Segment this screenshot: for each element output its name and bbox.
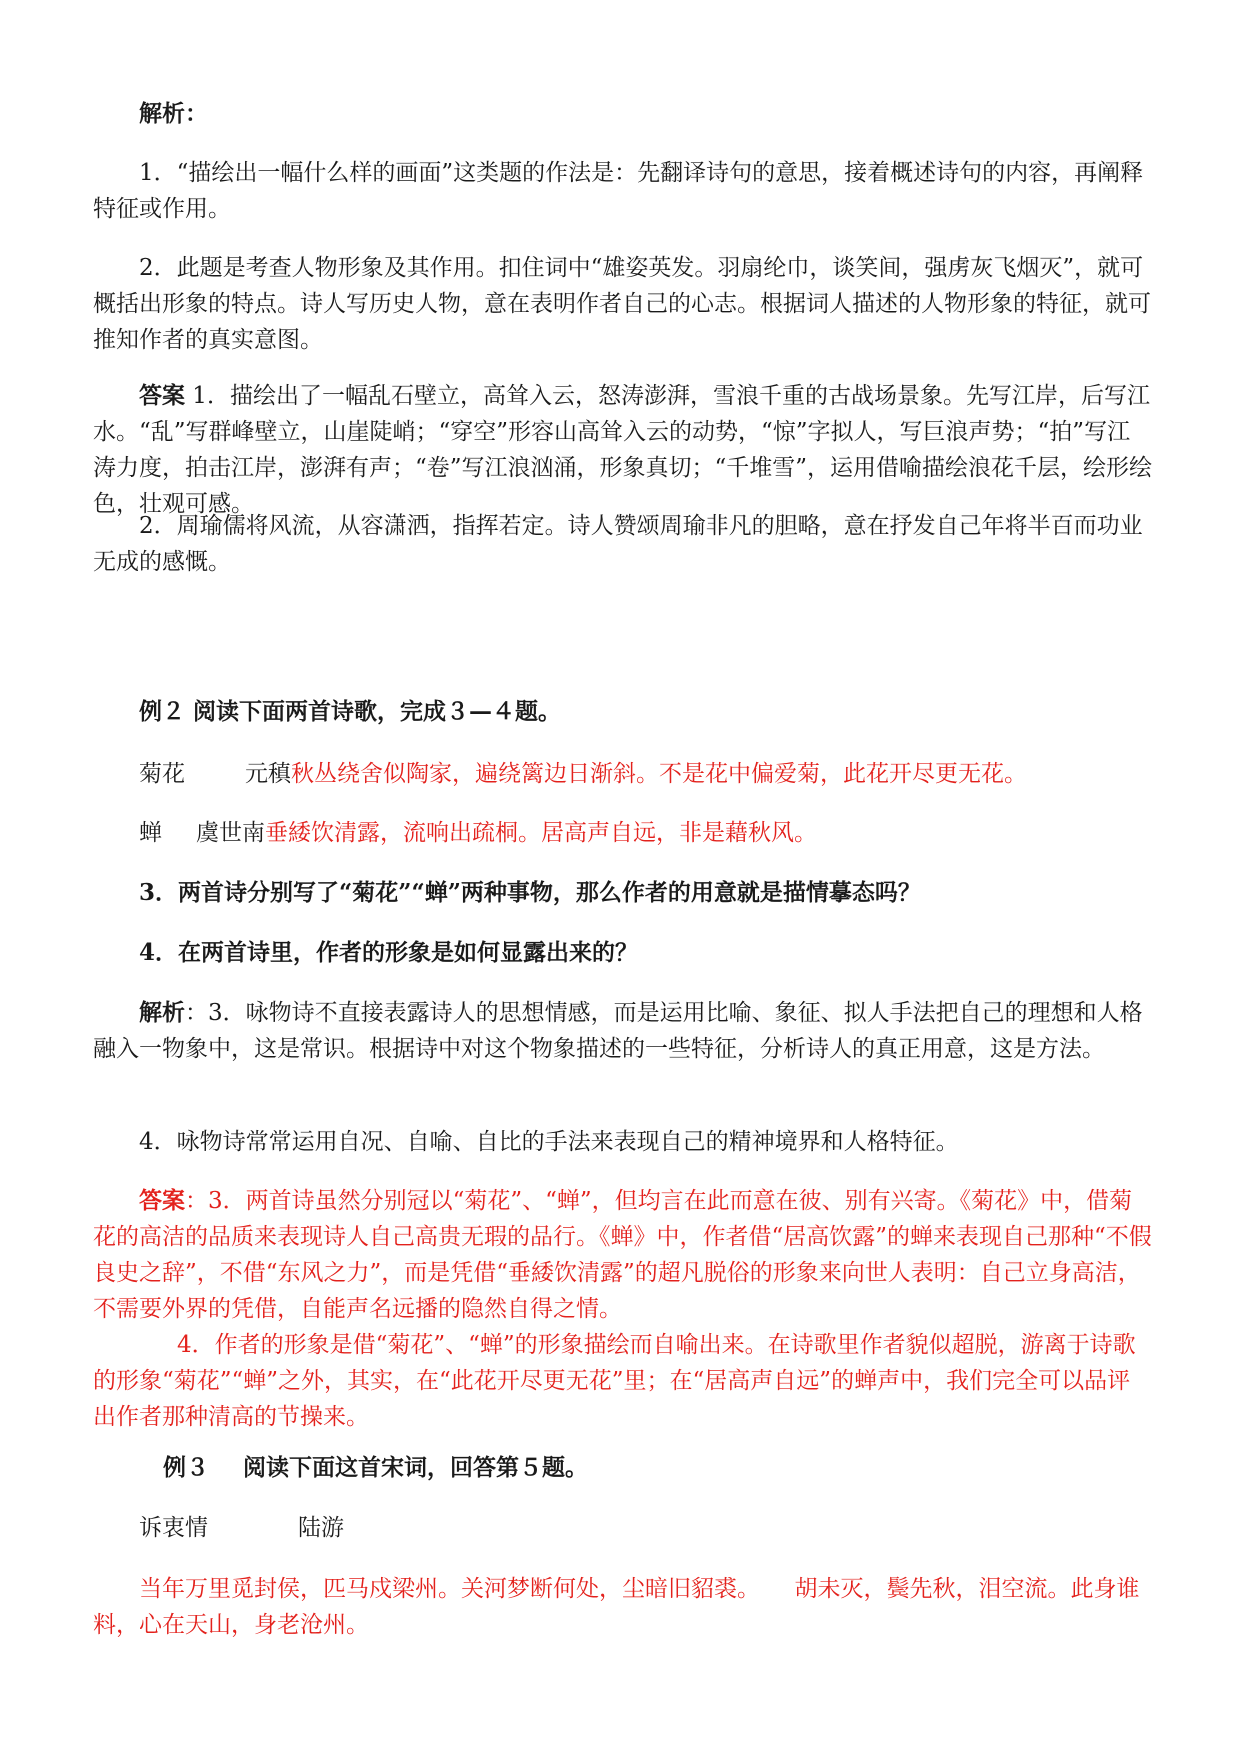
poem-chan-line (93, 815, 1153, 851)
answer-label-2: 答案 (139, 1187, 185, 1214)
jiexi-label-1: 解析： (139, 100, 208, 127)
answer-label-1: 答案 (139, 382, 185, 409)
example-2-heading: 例２ 阅读下面两首诗歌，完成３—４题。 (139, 698, 562, 725)
answer-4-text: 4．作者的形象是借“菊花”、“蝉”的形象描绘而自喻出来。在诗歌里作者貌似超脱，游离于诗歌的形象“菊花”“蝉”之外，其实，在“此花开尽更无花”里；在“居高声自远”的蝉声中，我们完全可以品评出作者那种清高的节操来。 (93, 1332, 1136, 1430)
answer-item-1: 1．描绘出了一幅乱石壁立，高耸入云，怒涛澎湃，雪浪千重的古战场景象。先写江岸，后写江水。“乱”写群峰壁立，山崖陡峭；“穿空”形容山高耸入云的动势，“惊”字拟人，写巨浪声势；“拍”写江涛力度，拍击江岸，澎湃有声；“卷”写江浪汹涌，形象真切；“千堆雪”，运用借喻描绘浪花千层，绘形绘色，壮观可感。 (93, 383, 1153, 517)
poem-chan-author: 虞世南 (196, 820, 265, 846)
poem-juhua-author: 元稹 (245, 761, 291, 787)
jiexi-item-2: 2．此题是考查人物形象及其作用。扣住词中“雄姿英发。羽扇纶巾，谈笑间，强虏灰飞烟灭”，就可概括出形象的特点。诗人写历史人物，意在表明作者自己的心志。根据词人描述的人物形象的特征，就可推知作者的真实意图。 (93, 255, 1151, 353)
question-3: 3．两首诗分别写了“菊花”“蝉”两种事物，那么作者的用意就是描情摹态吗？ (139, 879, 921, 906)
poem-chan-title: 蝉 (139, 820, 162, 846)
poem-juhua-text: 秋丛绕舍似陶家，遍绕篱边日渐斜。不是花中偏爱菊，此花开尽更无花。 (291, 761, 1027, 787)
question-4: 4．在两首诗里，作者的形象是如何显露出来的？ (139, 939, 639, 966)
example-3-text: 阅读下面这首宋词，回答第５题。 (243, 1454, 588, 1481)
answer-2-paragraph (93, 1183, 1153, 1327)
jiexi-label-2: 解析 (139, 999, 185, 1026)
answer-item-2: 2．周瑜儒将风流，从容潇洒，指挥若定。诗人赞颂周瑜非凡的胆略，意在抒发自己年将半百而功业无成的感慨。 (93, 513, 1143, 575)
poem-suzhongqing-title: 诉衷情 (139, 1515, 208, 1541)
poem-suzhongqing-text: 当年万里觅封侯，匹马戍梁州。关河梦断何处，尘暗旧貂裘。 胡未灭，鬓先秋，泪空流。此身谁料，心在天山，身老沧州。 (93, 1576, 1140, 1638)
poem-juhua-title: 菊花 (139, 761, 185, 787)
poem-suzhongqing-author: 陆游 (298, 1515, 344, 1541)
poem-suzhongqing-line (93, 1510, 1153, 1546)
poem-chan-text: 垂緌饮清露，流响出疏桐。居高声自远，非是藉秋风。 (265, 820, 817, 846)
example-3-heading (93, 1450, 1153, 1486)
jiexi-3-text: ：3．咏物诗不直接表露诗人的思想情感，而是运用比喻、象征、拟人手法把自己的理想和人格融入一物象中，这是常识。根据诗中对这个物象描述的一些特征，分析诗人的真正用意，这是方法。 (93, 1000, 1143, 1062)
jiexi-item-1: 1．“描绘出一幅什么样的画面”这类题的作法是：先翻译诗句的意思，接着概述诗句的内容，再阐释特征或作用。 (93, 160, 1144, 222)
example-3-num: 例３ (163, 1454, 209, 1481)
jiexi-4-text: 4．咏物诗常常运用自况、自喻、自比的手法来表现自己的精神境界和人格特征。 (139, 1129, 959, 1155)
answer-1-paragraph (93, 378, 1153, 522)
jiexi-2-paragraph (93, 995, 1153, 1067)
answer-3-text: ：3．两首诗虽然分别冠以“菊花”、“蝉”，但均言在此而意在彼、别有兴寄。《菊花》中，借菊花的高洁的品质来表现诗人自己高贵无瑕的品行。《蝉》中，作者借“居高饮露”的蝉来表现自己那种“不假良史之辞”，不借“东风之力”，而是凭借“垂緌饮清露”的超凡脱俗的形象来向世人表明：自己立身高洁，不需要外界的凭借，自能声名远播的隐然自得之情。 (93, 1188, 1152, 1322)
poem-juhua-line (93, 756, 1153, 792)
